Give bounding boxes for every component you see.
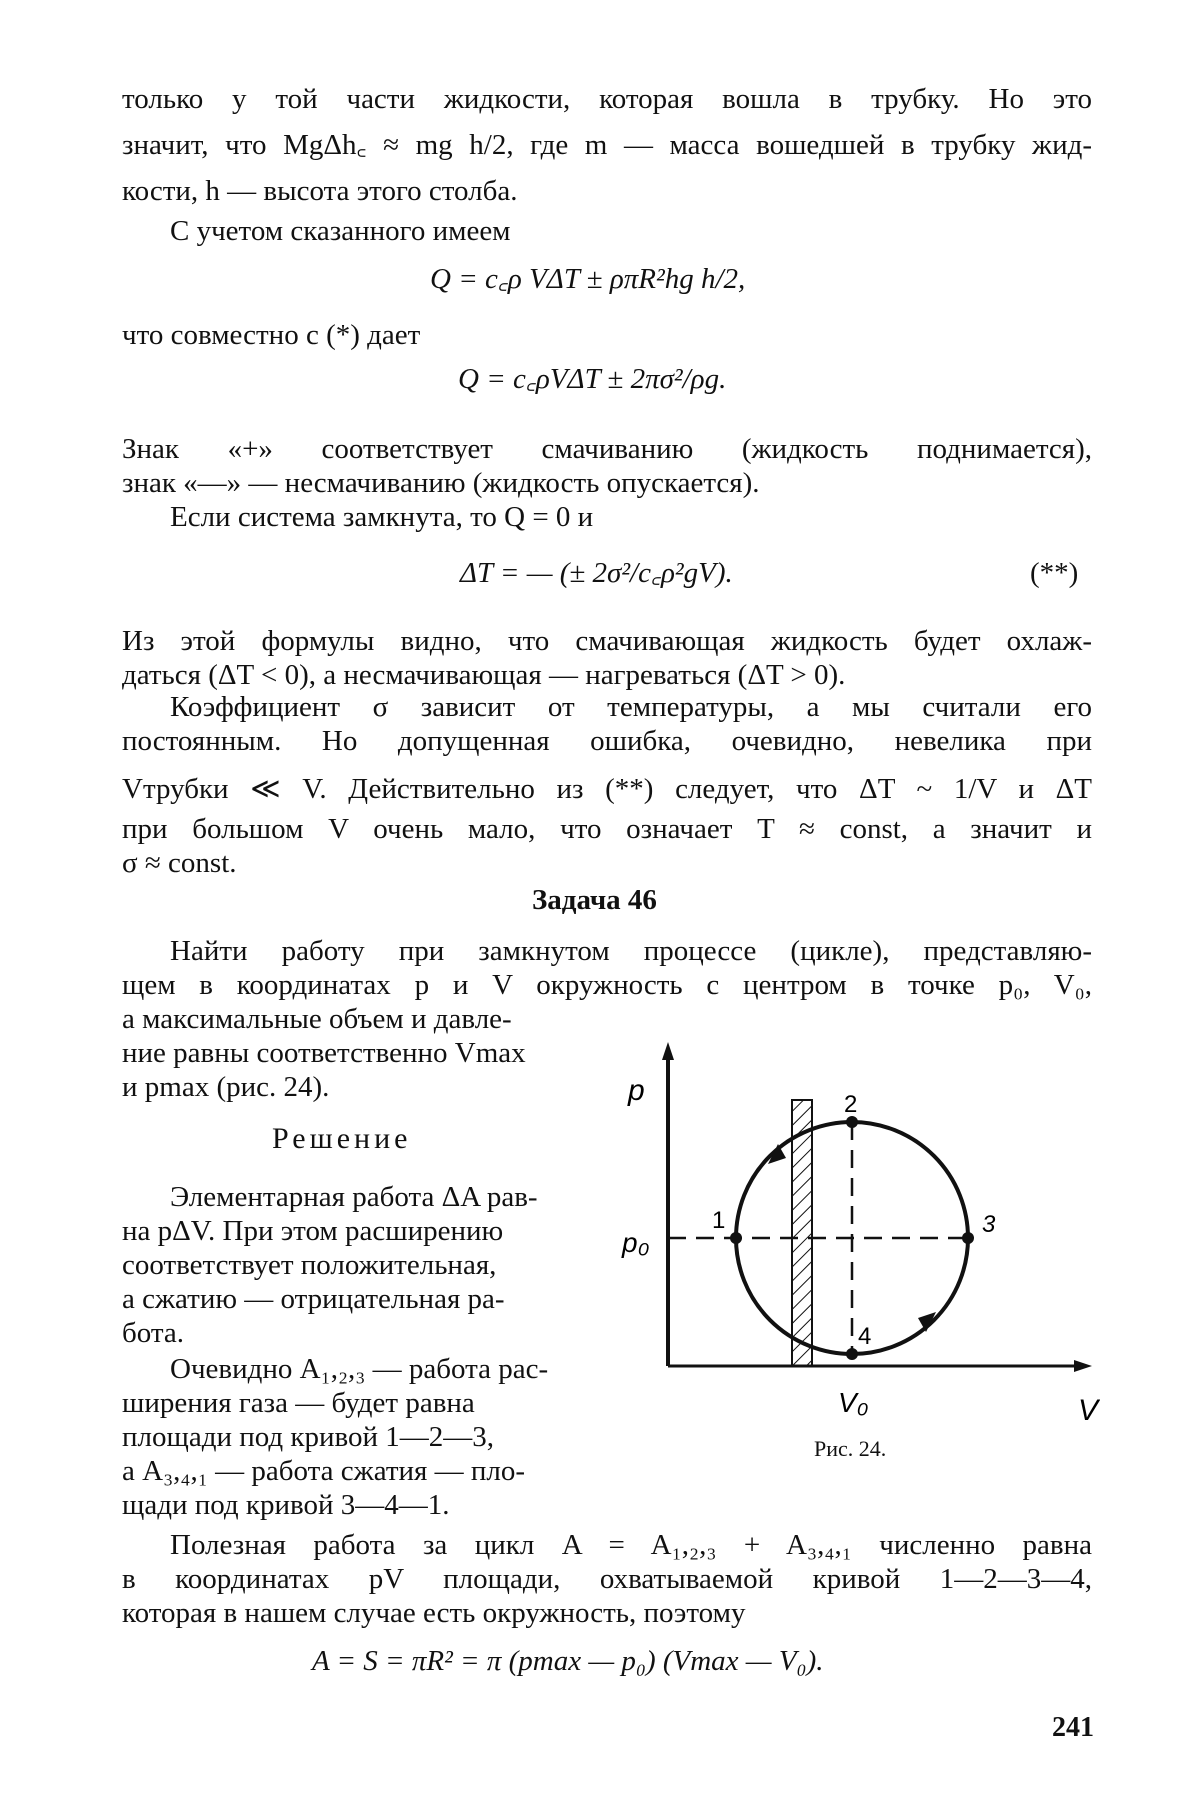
equation-number: (**) [1030,557,1079,589]
text-line: даться (ΔT < 0), а несмачивающая — нагреваться (ΔT > 0). [122,659,846,691]
formula: Q = c꜀ρ VΔT ± ρπR²hg h/2, [430,263,746,295]
text-line: а максимальные объем и давле- [122,1003,512,1035]
label-point-1: 1 [712,1207,726,1234]
text-line: ние равны соответственно Vmax [122,1037,526,1069]
formula: A = S = πR² = π (pmax — p₀) (Vmax — V₀). [312,1645,824,1677]
text-line: кости, h — высота этого столба. [122,175,518,207]
point-3 [962,1232,974,1244]
formula: ΔT = — (± 2σ²/c꜀ρ²gV). [460,557,733,589]
page-number: 241 [1052,1712,1094,1743]
text-line: Vтрубки ≪ V. Действительно из (**) следует, что ΔT ~ 1/V и ΔT [122,773,1092,805]
text-line: площади под кривой 1—2—3, [122,1421,495,1453]
text-line: на pΔV. При этом расширению [122,1215,504,1247]
label-point-4: 4 [858,1323,872,1350]
text-line: Знак «+» соответствует смачиванию (жидкость поднимается), [122,433,1092,465]
label-point-2: 2 [844,1091,858,1118]
text-line: только у той части жидкости, которая вошла в трубку. Но это [122,83,1092,115]
figure-caption: Рис. 24. [814,1436,887,1461]
p-axis-arrow-icon [662,1042,674,1060]
problem-title: Задача 46 [532,884,657,916]
axis-label-p: p [628,1074,645,1107]
text-line: С учетом сказанного имеем [170,215,511,247]
axis-label-v: V [1078,1394,1099,1427]
text-line: которая в нашем случае есть окружность, поэтому [122,1597,746,1629]
text-line: σ ≈ const. [122,847,237,879]
formula: Q = c꜀ρVΔT ± 2πσ²/ρg. [458,363,727,395]
text-line: при большом V очень мало, что означает T ≈ const, а значит и [122,813,1092,845]
text-line: значит, что MgΔh꜀ ≈ mg h/2, где m — масса вошедшей в трубку жид- [122,129,1092,161]
text-line: Если система замкнута, то Q = 0 и [170,501,594,533]
label-v0: V₀ [838,1387,869,1418]
text-line: Найти работу при замкнутом процессе (цикле), представляю- [170,935,1092,967]
text-line: бота. [122,1317,185,1349]
text-line: ширения газа — будет равна [122,1387,475,1419]
text-line: знак «—» — несмачиванию (жидкость опускается). [122,467,760,499]
text-line: Из этой формулы видно, что смачивающая жидкость будет охлаж- [122,625,1092,657]
text-line: Элементарная работа ΔA рав- [170,1181,538,1213]
point-1 [730,1232,742,1244]
v-axis-arrow-icon [1074,1360,1092,1372]
label-p0: p₀ [622,1227,650,1258]
point-4 [846,1348,858,1360]
hatched-strip [792,1100,812,1366]
text-line: в координатах pV площади, охватываемой кривой 1—2—3—4, [122,1563,1092,1595]
text-line: Полезная работа за цикл A = A₁,₂,₃ + A₃,₄,₁ численно равна [170,1529,1092,1561]
text-line: щади под кривой 3—4—1. [122,1489,450,1521]
solution-title: Решение [272,1122,412,1155]
figure-pv-diagram [600,1020,1100,1440]
text-line: щем в координатах p и V окружность с центром в точке p₀, V₀, [122,969,1092,1001]
text-line: что совместно с (*) дает [122,319,421,351]
label-point-3: 3 [982,1211,996,1238]
text-line: соответствует положительная, [122,1249,497,1281]
text-line: Очевидно A₁,₂,₃ — работа рас- [170,1353,549,1385]
text-line: Коэффициент σ зависит от температуры, а мы считали его [170,691,1092,723]
text-line: постоянным. Но допущенная ошибка, очевидно, невелика при [122,725,1092,757]
text-line: и pmax (рис. 24). [122,1071,330,1103]
text-line: а сжатию — отрицательная ра- [122,1283,505,1315]
text-line: а A₃,₄,₁ — работа сжатия — пло- [122,1455,525,1487]
